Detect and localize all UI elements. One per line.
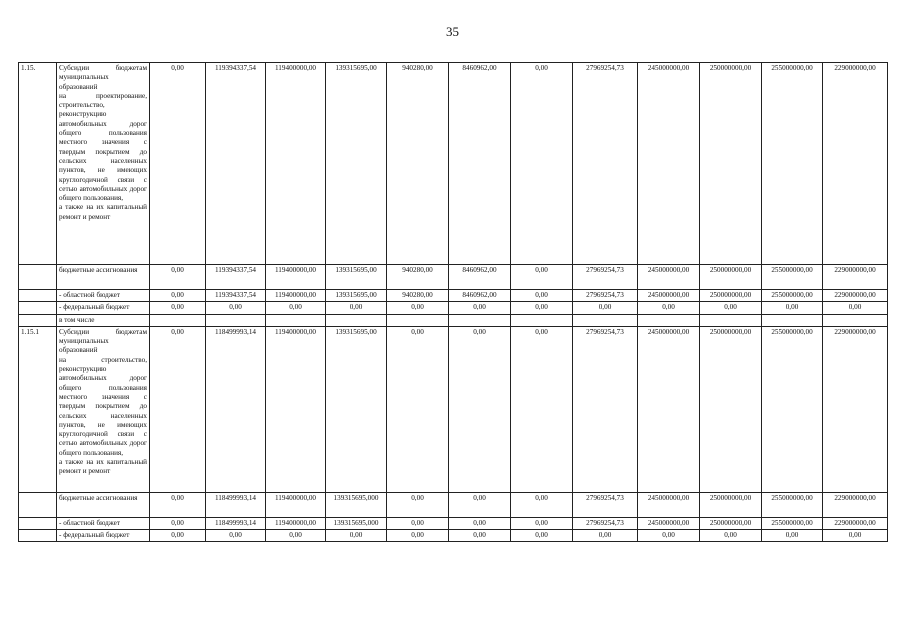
value-cell: 229000000,00 [823,326,888,492]
value-cell: 0,00 [206,530,266,542]
page-number: 35 [446,24,459,39]
value-cell: 0,00 [449,302,511,314]
value-cell: 0,00 [511,492,573,517]
value-cell: 0,00 [150,517,206,529]
value-cell: 0,00 [762,530,823,542]
value-cell: 245000000,00 [638,63,700,265]
row-description-cell: - федеральный бюджет [57,530,150,542]
value-cell: 27969254,73 [573,290,638,302]
value-cell: 119394337,54 [206,63,266,265]
table-row [19,326,888,492]
row-description-cell: Субсидии бюджетам муниципальных образований на строительство, реконструкцию автомобильных дорог общего пользования местного значения с твердым покрытием до сельских населенных пунктов, не имеющих круглогодичной связи с сетью автомобильных дорог общего пользования, а также на их капитальный ремонт и ремонт [57,326,150,492]
value-cell: 0,00 [150,290,206,302]
value-cell: 118499993,14 [206,492,266,517]
value-cell: 940280,00 [387,265,449,290]
value-cell: 229000000,00 [823,265,888,290]
value-cell: 139315695,000 [326,517,387,529]
value-cell: 245000000,00 [638,290,700,302]
value-cell: 0,00 [511,265,573,290]
table-row [19,530,888,542]
value-cell: 0,00 [511,290,573,302]
value-cell: 940280,00 [387,63,449,265]
value-cell: 0,00 [150,302,206,314]
value-cell: 118499993,14 [206,326,266,492]
value-cell: 119400000,00 [266,265,326,290]
value-cell: 118499993,14 [206,517,266,529]
value-cell: 0,00 [150,492,206,517]
value-cell: 139315695,00 [326,63,387,265]
value-cell: 27969254,73 [573,492,638,517]
value-cell: 0,00 [387,492,449,517]
table-row [19,290,888,302]
value-cell: 0,00 [573,530,638,542]
table-row [19,314,888,326]
row-description-cell: бюджетные ассигнования [57,265,150,290]
value-cell: 0,00 [266,302,326,314]
value-cell: 0,00 [511,326,573,492]
value-cell: 250000000,00 [700,63,762,265]
value-cell: 0,00 [206,302,266,314]
value-cell: 0,00 [150,265,206,290]
value-cell: 27969254,73 [573,517,638,529]
value-cell [638,314,700,326]
value-cell: 250000000,00 [700,326,762,492]
row-code-cell [19,302,57,314]
value-cell: 0,00 [762,302,823,314]
value-cell [573,314,638,326]
value-cell [700,314,762,326]
value-cell: 250000000,00 [700,492,762,517]
value-cell: 0,00 [700,530,762,542]
value-cell: 229000000,00 [823,63,888,265]
value-cell: 255000000,00 [762,517,823,529]
value-cell: 0,00 [511,530,573,542]
value-cell: 255000000,00 [762,290,823,302]
value-cell: 0,00 [387,517,449,529]
value-cell: 119400000,00 [266,326,326,492]
row-description-cell: в том числе [57,314,150,326]
value-cell: 27969254,73 [573,63,638,265]
value-cell: 139315695,000 [326,492,387,517]
value-cell [762,314,823,326]
value-cell: 139315695,00 [326,290,387,302]
value-cell: 245000000,00 [638,517,700,529]
table-body [19,63,888,542]
value-cell: 139315695,00 [326,265,387,290]
value-cell: 0,00 [511,517,573,529]
value-cell: 0,00 [823,302,888,314]
row-code-cell: 1.15. [19,63,57,265]
value-cell: 250000000,00 [700,290,762,302]
value-cell: 0,00 [387,530,449,542]
value-cell [326,314,387,326]
value-cell: 119400000,00 [266,517,326,529]
row-description-cell: - федеральный бюджет [57,302,150,314]
value-cell: 0,00 [638,302,700,314]
value-cell: 0,00 [150,63,206,265]
row-code-cell [19,530,57,542]
value-cell [266,314,326,326]
table-row [19,492,888,517]
value-cell: 119394337,54 [206,265,266,290]
value-cell: 0,00 [638,530,700,542]
value-cell: 8460962,00 [449,63,511,265]
value-cell: 0,00 [266,530,326,542]
value-cell [206,314,266,326]
value-cell: 940280,00 [387,290,449,302]
value-cell: 229000000,00 [823,290,888,302]
value-cell: 0,00 [449,326,511,492]
table-row [19,517,888,529]
value-cell: 245000000,00 [638,326,700,492]
row-description-cell: - областной бюджет [57,517,150,529]
value-cell: 245000000,00 [638,492,700,517]
value-cell: 27969254,73 [573,265,638,290]
value-cell [511,314,573,326]
value-cell [823,314,888,326]
value-cell: 229000000,00 [823,517,888,529]
value-cell: 0,00 [150,326,206,492]
value-cell: 255000000,00 [762,326,823,492]
value-cell: 139315695,00 [326,326,387,492]
row-description-cell: Субсидии бюджетам муниципальных образований на проектирование, строительство, реконструкцию автомобильных дорог общего пользования местного значения с твердым покрытием до сельских населенных пунктов, не имеющих круглогодичной связи с сетью автомобильных дорог общего пользования, а также на их капитальный ремонт и ремонт [57,63,150,265]
row-description-cell: - областной бюджет [57,290,150,302]
value-cell: 0,00 [387,302,449,314]
value-cell: 119400000,00 [266,290,326,302]
value-cell: 0,00 [511,302,573,314]
value-cell: 245000000,00 [638,265,700,290]
value-cell: 27969254,73 [573,326,638,492]
value-cell: 0,00 [700,302,762,314]
row-code-cell [19,290,57,302]
row-code-cell [19,314,57,326]
value-cell: 0,00 [326,302,387,314]
value-cell [387,314,449,326]
value-cell: 0,00 [150,530,206,542]
row-code-cell [19,517,57,529]
row-code-cell [19,265,57,290]
value-cell: 255000000,00 [762,492,823,517]
table-row [19,265,888,290]
value-cell: 255000000,00 [762,63,823,265]
value-cell: 0,00 [449,530,511,542]
value-cell [449,314,511,326]
value-cell: 0,00 [326,530,387,542]
value-cell: 0,00 [823,530,888,542]
value-cell: 119394337,54 [206,290,266,302]
value-cell: 0,00 [573,302,638,314]
value-cell: 119400000,00 [266,63,326,265]
value-cell: 250000000,00 [700,517,762,529]
value-cell: 119400000,00 [266,492,326,517]
value-cell: 255000000,00 [762,265,823,290]
value-cell [150,314,206,326]
value-cell: 0,00 [449,492,511,517]
row-code-cell: 1.15.1 [19,326,57,492]
value-cell: 0,00 [511,63,573,265]
value-cell: 250000000,00 [700,265,762,290]
value-cell: 0,00 [387,326,449,492]
value-cell: 8460962,00 [449,290,511,302]
value-cell: 0,00 [449,517,511,529]
row-code-cell [19,492,57,517]
row-description-cell: бюджетные ассигнования [57,492,150,517]
table-row [19,302,888,314]
value-cell: 8460962,00 [449,265,511,290]
budget-table [18,62,888,542]
table-row [19,63,888,265]
value-cell: 229000000,00 [823,492,888,517]
